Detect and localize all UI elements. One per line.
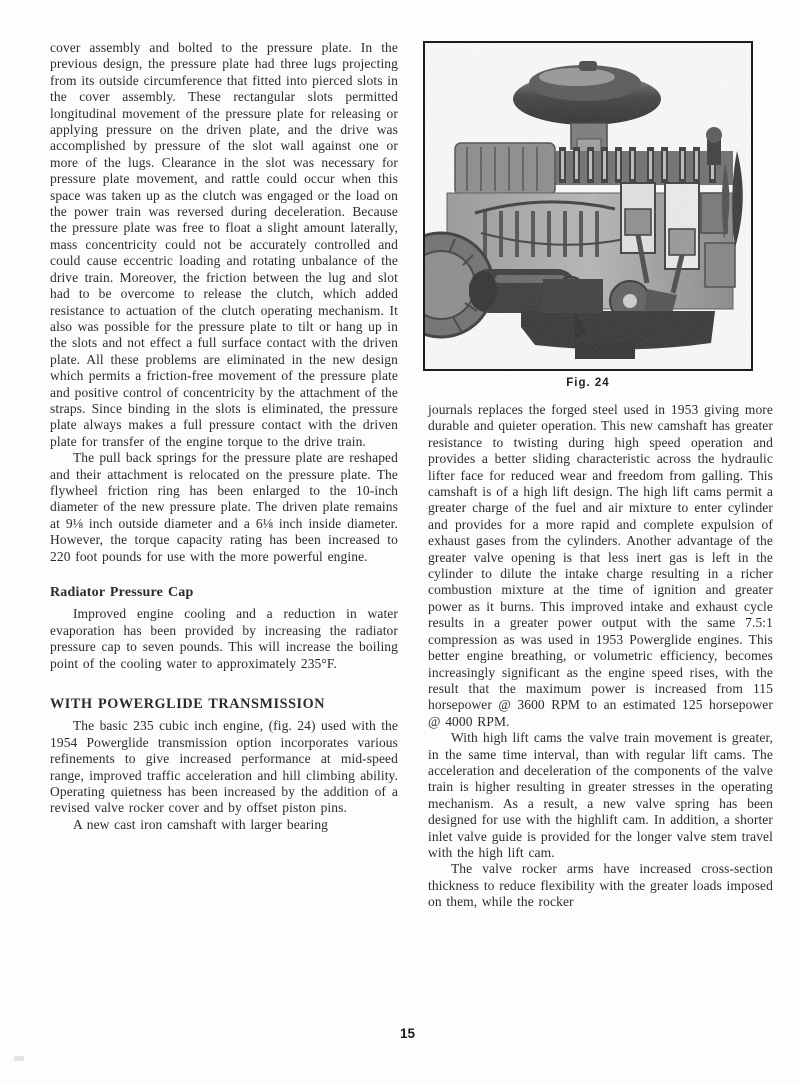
heading-powerglide-transmission: WITH POWERGLIDE TRANSMISSION xyxy=(50,696,326,713)
paragraph-camshaft-start: A new cast iron camshaft with larger bearing xyxy=(72,816,329,832)
paragraph-valve-train: With high lift cams the valve train movement is greater, in the same time interval, than with regular lift cams. The acceleration and deceleration of the components of the valve train is higher resulting in greater stresses in the operating mechanism. As a result, a new valve spring has been designed for use with the highlift cam. In addition, a shorter inlet valve guide is provided for the longer valve stem travel with the high lift cam. xyxy=(428,730,773,860)
paragraph-camshaft-journals: journals replaces the forged steel used in 1953 giving more durable and quieter operation. This new camshaft has greater resistance to twisting during high speed operation and provides a better sliding characteristic across the hydraulic lifter face for reduced wear and freedom from galling. This camshaft is of a high lift design. The high lift cams permit a greater charge of the fuel and air mixture to enter cylinder and provides for a more rapid and complete expulsion of exhaust gases from the cylinders. Another advantage of the greater valve opening is that less inert gas is left in the cylinder to dilute the intake charge resulting in a richer combustion mixture at the time of ignition and greater power as it burns. This improved intake and exhaust cycle results in a greater power output with the same 7.5:1 compression as was used in 1953 Powerglide engines. This better engine breathing, or volumetric efficiency, becomes increasingly significant as the engine speed rises, with the result that the maximum power is increased from 115 horsepower @ 3600 RPM to an estimated 125 horsepower @ 4000 RPM. xyxy=(428,402,773,729)
paragraph-clutch-design: cover assembly and bolted to the pressure plate. In the previous design, the pressure plate had three lugs projecting from its outside circumference that fitted into pierced slots in the cover assembly. These rectangular slots permitted longitudinal movement of the pressure plate for releasing or applying pressure on the driven plate, and the drive was accomplished by pressure of the slot wall against one or more of the lugs. Clearance in the slot was necessary for pressure plate movement, and rattle could occur when this space was taken up as the clutch was engaged or the load on the power train was reversed during deceleration. Because the pressure plate was free to float a slight amount laterally, mass concentricity could not be accurately controlled and could cause eccentric loading and rotating unbalance of the drive train. Moreover, the friction between the lug and slot had to be overcome to release the clutch, which added resistance to actuation of the clutch operating mechanism. It also was possible for the pressure plate to tilt or hang up in the slots and not effect a full surface contact with the driven plate. All these problems are eliminated in the new design which permits a friction-free movement of the pressure plate and positive control of concentricity by the attachment of the straps. Since binding in the slots is eliminated, the pressure plate always makes a full pressure contact with the driven plate for transfer of the engine torque to the drive train. xyxy=(50,40,398,449)
paragraph-rocker-arms: The valve rocker arms have increased cross-section thickness to reduce flexibility with the greater loads imposed on them, while the rocker xyxy=(428,861,773,910)
paragraph-pullback-springs: The pull back springs for the pressure plate are reshaped and their attachment is relocated on the pressure plate. The flywheel friction ring has been enlarged to the 10-inch diameter of the new pressure plate. The driven plate remains at 9⅛ inch outside diameter and a 6⅛ inch inside diameter. However, the torque capacity rating has been increased to 220 foot pounds for use with the more powerful engine. xyxy=(50,450,398,564)
paragraph-radiator-cap: Improved engine cooling and a reduction in water evaporation has been provided by increasing the radiator pressure cap to seven pounds. This will increase the boiling point of the cooling water to approximately 235°F. xyxy=(50,606,398,671)
engine-cutaway-image xyxy=(425,43,751,369)
figure-caption: Fig. 24 xyxy=(566,377,610,389)
right-text-column xyxy=(428,402,773,911)
figure-24-frame xyxy=(423,41,753,371)
page-number: 15 xyxy=(399,1026,416,1041)
heading-radiator-pressure-cap: Radiator Pressure Cap xyxy=(50,585,194,600)
scan-artifact-mark xyxy=(14,1056,24,1061)
paragraph-powerglide-engine: The basic 235 cubic inch engine, (fig. 24) used with the 1954 Powerglide transmission option incorporates various refinements to give increased performance at mid-speed range, improved traffic acceleration and hill climbing ability. Operating quietness has been increased by the addition of a revised valve rocker cover and by offset piston pins. xyxy=(50,718,398,816)
left-text-column xyxy=(50,40,398,833)
